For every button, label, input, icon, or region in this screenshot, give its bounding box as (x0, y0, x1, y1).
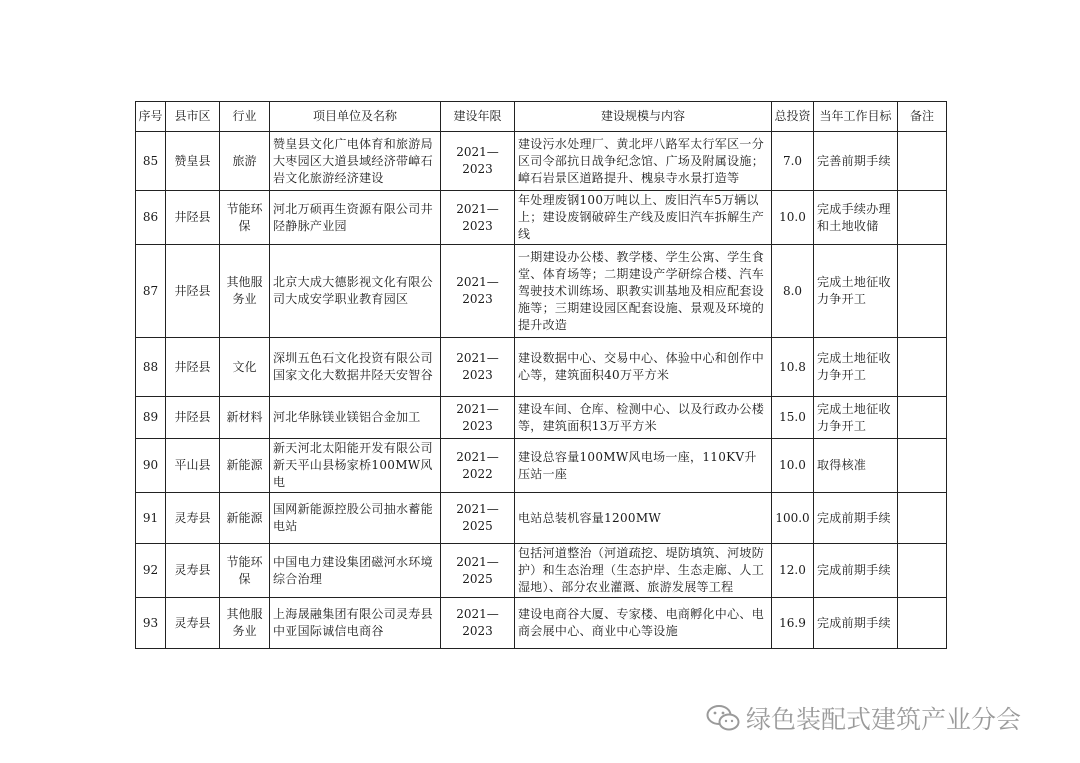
cell-industry: 新材料 (220, 397, 270, 439)
cell-note (898, 544, 947, 598)
table-row (136, 245, 947, 338)
cell-no: 87 (136, 245, 166, 338)
cell-project: 河北华脉镁业镁铝合金加工 (270, 397, 441, 439)
cell-industry: 节能环保 (220, 544, 270, 598)
cell-note (898, 245, 947, 338)
cell-project: 河北万硕再生资源有限公司井陉静脉产业园 (270, 191, 441, 245)
table-row (136, 598, 947, 649)
cell-period: 2021—2025 (441, 493, 515, 544)
cell-content: 电站总装机容量1200MW (515, 493, 772, 544)
header-project: 项目单位及名称 (270, 102, 441, 132)
cell-investment: 8.0 (772, 245, 814, 338)
cell-target: 完成土地征收力争开工 (814, 338, 898, 397)
cell-investment: 10.0 (772, 191, 814, 245)
cell-industry: 新能源 (220, 439, 270, 493)
header-investment: 总投资 (772, 102, 814, 132)
cell-target: 完成土地征收力争开工 (814, 397, 898, 439)
cell-period: 2021—2023 (441, 397, 515, 439)
cell-content: 建设数据中心、交易中心、体验中心和创作中心等，建筑面积40万平方米 (515, 338, 772, 397)
cell-county: 灵寿县 (166, 598, 220, 649)
cell-note (898, 132, 947, 191)
cell-investment: 16.9 (772, 598, 814, 649)
table-row (136, 338, 947, 397)
cell-investment: 12.0 (772, 544, 814, 598)
cell-project: 中国电力建设集团磁河水环境综合治理 (270, 544, 441, 598)
cell-no: 89 (136, 397, 166, 439)
cell-content: 包括河道整治（河道疏挖、堤防填筑、河坡防护）和生态治理（生态护岸、生态走廊、人工湿地）、部分农业灌溉、旅游发展等工程 (515, 544, 772, 598)
cell-content: 一期建设办公楼、教学楼、学生公寓、学生食堂、体育场等；二期建设产学研综合楼、汽车驾驶技术训练场、职教实训基地及相应配套设施等；三期建设园区配套设施、景观及环境的提升改造 (515, 245, 772, 338)
table-row (136, 544, 947, 598)
header-target: 当年工作目标 (814, 102, 898, 132)
cell-no: 86 (136, 191, 166, 245)
cell-no: 93 (136, 598, 166, 649)
cell-no: 92 (136, 544, 166, 598)
cell-period: 2021—2022 (441, 439, 515, 493)
cell-county: 灵寿县 (166, 544, 220, 598)
table-row (136, 191, 947, 245)
cell-investment: 10.8 (772, 338, 814, 397)
cell-content: 建设车间、仓库、检测中心、以及行政办公楼等，建筑面积13万平方米 (515, 397, 772, 439)
table-row (136, 493, 947, 544)
header-county: 县市区 (166, 102, 220, 132)
table-row (136, 132, 947, 191)
cell-industry: 其他服务业 (220, 598, 270, 649)
cell-target: 完成前期手续 (814, 598, 898, 649)
cell-note (898, 439, 947, 493)
cell-period: 2021—2023 (441, 338, 515, 397)
table-row (136, 397, 947, 439)
cell-industry: 旅游 (220, 132, 270, 191)
cell-period: 2021—2023 (441, 598, 515, 649)
cell-period: 2021—2023 (441, 191, 515, 245)
wechat-icon (706, 704, 740, 732)
cell-target: 完成前期手续 (814, 493, 898, 544)
cell-project: 新天河北太阳能开发有限公司新天平山县杨家桥100MW风电 (270, 439, 441, 493)
cell-content: 年处理废钢100万吨以上、废旧汽车5万辆以上；建设废钢破碎生产线及废旧汽车拆解生产线 (515, 191, 772, 245)
cell-note (898, 191, 947, 245)
header-period: 建设年限 (441, 102, 515, 132)
cell-no: 88 (136, 338, 166, 397)
cell-project: 北京大成大德影视文化有限公司大成安学职业教育园区 (270, 245, 441, 338)
header-no: 序号 (136, 102, 166, 132)
cell-content: 建设电商谷大厦、专家楼、电商孵化中心、电商会展中心、商业中心等设施 (515, 598, 772, 649)
cell-note (898, 493, 947, 544)
cell-period: 2021—2025 (441, 544, 515, 598)
cell-investment: 10.0 (772, 439, 814, 493)
cell-county: 赞皇县 (166, 132, 220, 191)
header-content: 建设规模与内容 (515, 102, 772, 132)
header-industry: 行业 (220, 102, 270, 132)
cell-county: 井陉县 (166, 397, 220, 439)
cell-target: 完成手续办理和土地收储 (814, 191, 898, 245)
cell-note (898, 338, 947, 397)
cell-no: 91 (136, 493, 166, 544)
cell-content: 建设总容量100MW风电场一座，110KV升压站一座 (515, 439, 772, 493)
cell-county: 平山县 (166, 439, 220, 493)
cell-note (898, 397, 947, 439)
cell-investment: 100.0 (772, 493, 814, 544)
cell-investment: 7.0 (772, 132, 814, 191)
cell-county: 灵寿县 (166, 493, 220, 544)
cell-target: 完成前期手续 (814, 544, 898, 598)
project-table (135, 101, 947, 649)
cell-target: 完成土地征收力争开工 (814, 245, 898, 338)
cell-project: 深圳五色石文化投资有限公司国家文化大数据井陉天安智谷 (270, 338, 441, 397)
cell-industry: 其他服务业 (220, 245, 270, 338)
cell-target: 取得核准 (814, 439, 898, 493)
cell-period: 2021—2023 (441, 245, 515, 338)
table-body (136, 132, 947, 649)
cell-content: 建设污水处理厂、黄北坪八路军太行军区一分区司令部抗日战争纪念馆、广场及附属设施；嶂石岩景区道路提升、槐泉寺水景打造等 (515, 132, 772, 191)
watermark (706, 700, 1021, 736)
cell-county: 井陉县 (166, 245, 220, 338)
cell-project: 上海晟融集团有限公司灵寿县中亚国际诚信电商谷 (270, 598, 441, 649)
cell-industry: 节能环保 (220, 191, 270, 245)
cell-target: 完善前期手续 (814, 132, 898, 191)
cell-no: 90 (136, 439, 166, 493)
watermark-text: 绿色装配式建筑产业分会 (746, 705, 1022, 734)
cell-county: 井陉县 (166, 191, 220, 245)
cell-note (898, 598, 947, 649)
cell-investment: 15.0 (772, 397, 814, 439)
cell-period: 2021—2023 (441, 132, 515, 191)
cell-project: 赞皇县文化广电体育和旅游局大枣园区大道县域经济带嶂石岩文化旅游经济建设 (270, 132, 441, 191)
cell-no: 85 (136, 132, 166, 191)
cell-industry: 文化 (220, 338, 270, 397)
header-note: 备注 (898, 102, 947, 132)
table-row (136, 439, 947, 493)
cell-county: 井陉县 (166, 338, 220, 397)
cell-industry: 新能源 (220, 493, 270, 544)
header-row (136, 102, 947, 132)
cell-project: 国网新能源控股公司抽水蓄能电站 (270, 493, 441, 544)
